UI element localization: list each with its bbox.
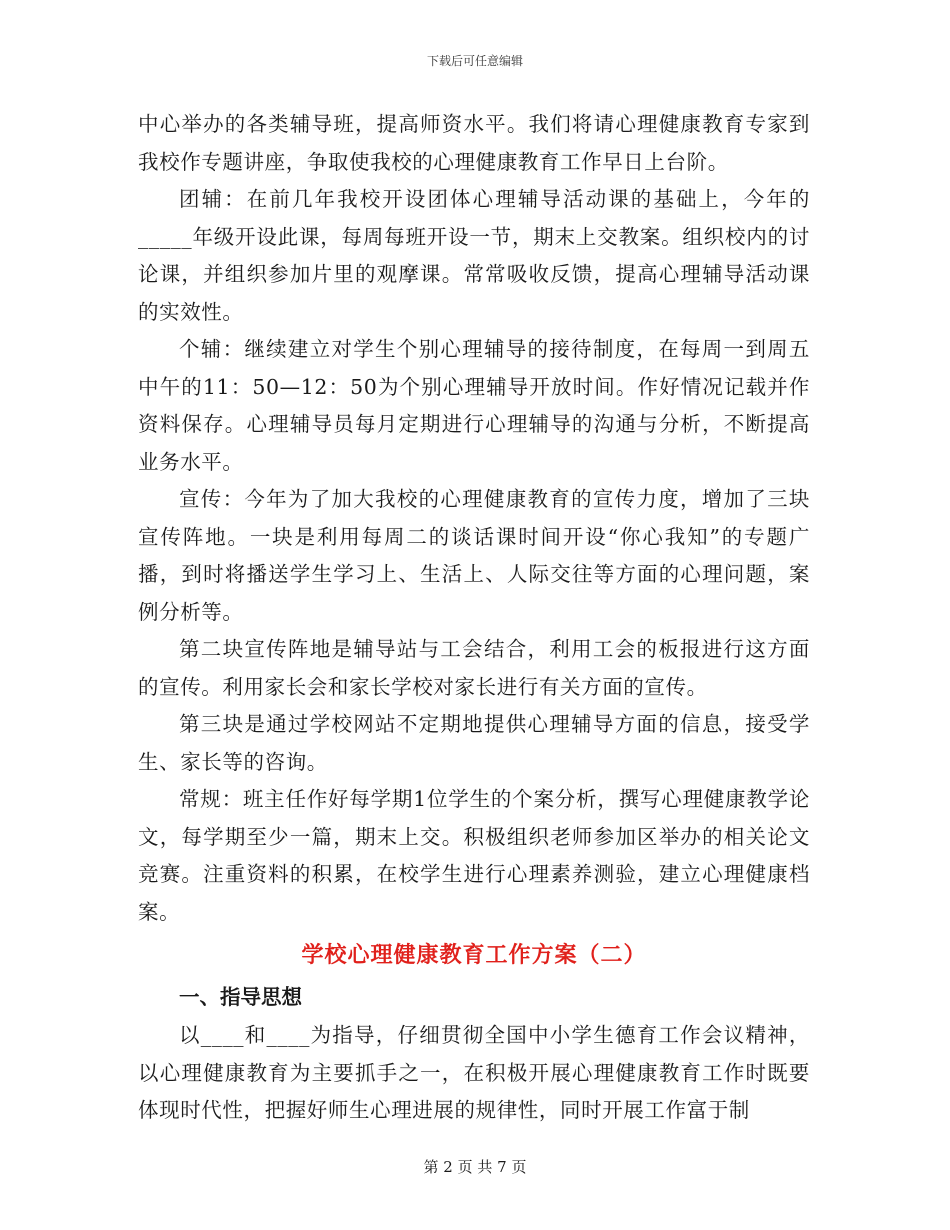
paragraph-group-counseling: 团辅：在前几年我校开设团体心理辅导活动课的基础上，今年的_____年级开设此课，每周每班开设一节，期末上交教案。组织校内的讨论课，并组织参加片里的观摩课。常常吸收反馈，提高心理辅导活动课的实效性。: [138, 187, 810, 324]
paragraph-training: 中心举办的各类辅导班，提高师资水平。我们将请心理健康教育专家到我校作专题讲座，争取使我校的心理健康教育工作早日上台阶。: [138, 112, 810, 174]
paragraph-routine: 常规：班主任作好每学期1位学生的个案分析，撰写心理健康教学论文，每学期至少一篇，期末上交。积极组织老师参加区举办的相关论文竞赛。注重资料的积累，在校学生进行心理素养测验，建立心理健康档案。: [138, 787, 810, 924]
document-body: [138, 106, 810, 1130]
paragraph-individual-counseling: 个辅：继续建立对学生个别心理辅导的接待制度，在每周一到周五中午的11：50—12：50为个别心理辅导开放时间。作好情况记载并作资料保存。心理辅导员每月定期进行心理辅导的沟通与分析，不断提高业务水平。: [138, 337, 810, 474]
paragraph-publicity: 宣传：今年为了加大我校的心理健康教育的宣传力度，增加了三块宣传阵地。一块是利用每周二的谈话课时间开设“你心我知”的专题广播，到时将播送学生学习上、生活上、人际交往等方面的心理问题，案例分析等。: [138, 487, 810, 624]
paragraph-second-publicity: 第二块宣传阵地是辅导站与工会结合，利用工会的板报进行这方面的宣传。利用家长会和家长学校对家长进行有关方面的宣传。: [138, 637, 810, 699]
header-note: 下载后可任意编辑: [426, 54, 523, 68]
section-title: 学校心理健康教育工作方案（二）: [301, 942, 647, 968]
paragraph-guiding-thought: 以____和____为指导，仔细贯彻全国中小学生德育工作会议精神，以心理健康教育为主要抓手之一，在积极开展心理健康教育工作时既要体现时代性，把握好师生心理进展的规律性，同时开展工作富于制: [138, 1023, 810, 1122]
page-number: 第 2 页 共 7 页: [423, 1158, 527, 1176]
paragraph-third-publicity: 第三块是通过学校网站不定期地提供心理辅导方面的信息，接受学生、家长等的咨询。: [138, 712, 810, 774]
heading-guiding-thought: 一、指导思想: [179, 985, 302, 1009]
